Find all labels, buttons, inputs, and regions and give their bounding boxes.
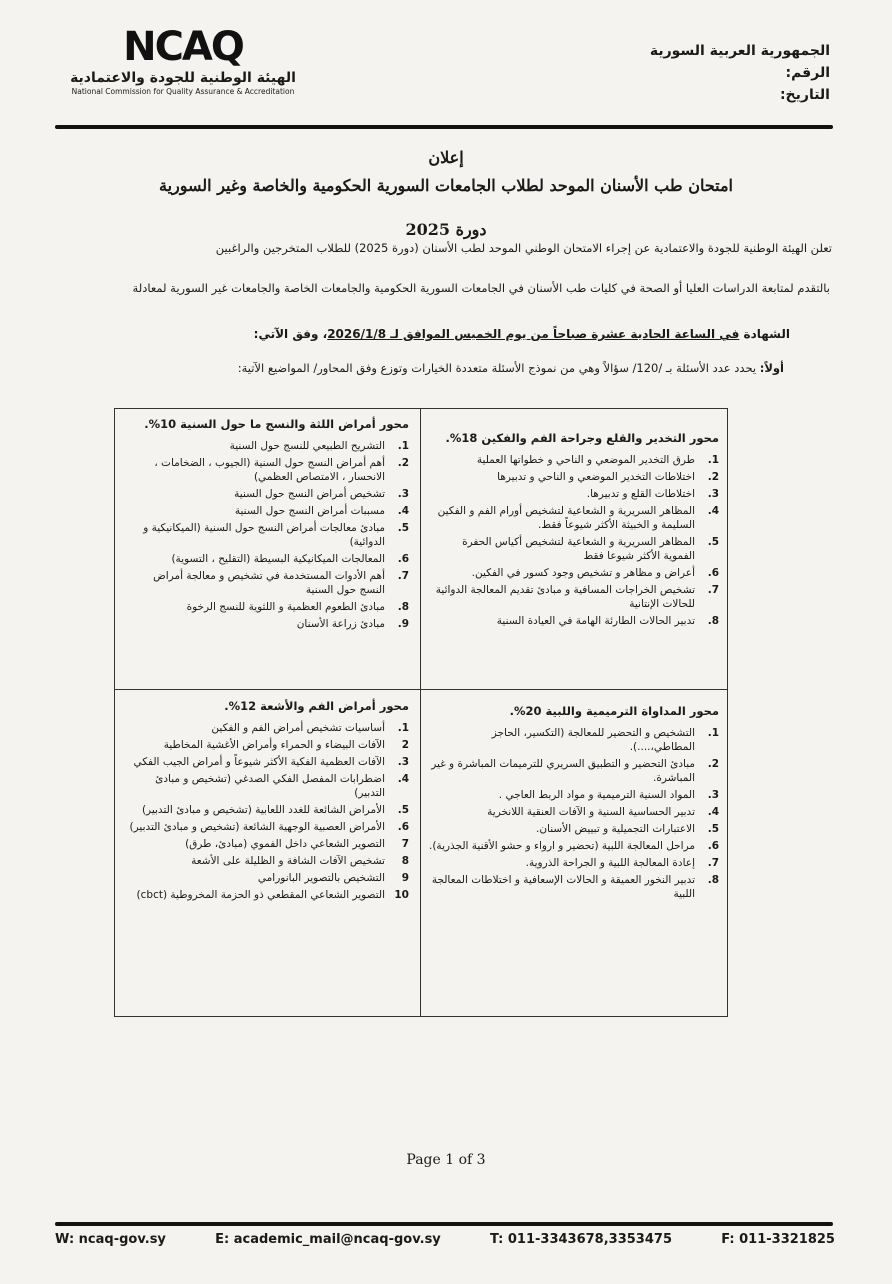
item-number: 6. [707, 567, 719, 579]
question-count-text: يحدد عدد الأسئلة بـ /120/ سؤالاً وهي من نموذج الأسئلة متعددة الخيارات وتوزع وفق المحاور/ المواضيع الآتية: [237, 361, 760, 375]
section-cell [429, 704, 719, 904]
list-item [127, 803, 409, 817]
number-label: الرقم: [785, 65, 830, 81]
exam-title: امتحان طب الأسنان الموحد لطلاب الجامعات السورية الحكومية والخاصة وغير السورية [159, 176, 733, 195]
date-label: التاريخ: [779, 87, 830, 103]
item-text: تشخيص أمراض النسج حول السنية [234, 488, 385, 500]
item-text: الأمراض الشائعة للغدد اللعابية (تشخيص و مبادئ التدبير) [141, 804, 385, 816]
footer-divider [55, 1222, 833, 1226]
item-number: 3. [397, 756, 409, 768]
item-number: 7. [397, 570, 409, 582]
list-item [127, 552, 409, 566]
section-items [127, 721, 409, 902]
item-text: الأمراض العصبية الوجهية الشائعة (تشخيص و مبادئ التدبير) [129, 821, 385, 833]
item-number: 3. [707, 488, 719, 500]
item-text: مبادئ الطعوم العظمية و اللثوية للنسج الرخوة [186, 601, 385, 613]
item-number: 7 [401, 838, 409, 850]
list-item [127, 456, 409, 484]
item-text: الآفات العظمية الفكية الأكثر شيوعاً و أمراض الجيب الفكي [133, 756, 385, 768]
list-item [127, 854, 409, 868]
footer-website: W: ncaq-gov.sy [55, 1232, 166, 1247]
list-item [127, 721, 409, 735]
item-text: اضطرابات المفصل الفكي الصدغي (تشخيص و مبادئ التدبير) [155, 773, 385, 799]
page-number: Page 1 of 3 [406, 1152, 486, 1168]
section-items [429, 726, 719, 901]
item-text: المعالجات الميكانيكية البسيطة (التقليح ، التسوية) [171, 553, 385, 565]
item-number: 7. [707, 857, 719, 869]
table-horizontal-divider [115, 689, 727, 690]
item-number: 6. [707, 840, 719, 852]
announcement-heading: إعلان [428, 148, 464, 167]
item-text: مراحل المعالجة اللبية (تحضير و ارواء و حشو الأقنية الجذرية). [429, 840, 695, 852]
item-text: المظاهر السريرية و الشعاعية لتشخيص أكياس الحفرة الفموية الأكثر شيوعا فقط [462, 536, 695, 562]
item-number: 1. [397, 722, 409, 734]
list-item [429, 453, 719, 467]
org-name-english: National Commission for Quality Assurance & Accreditation [71, 87, 295, 96]
list-item [127, 521, 409, 549]
section-cell [429, 431, 719, 631]
item-number: 5. [397, 522, 409, 534]
footer-email: E: academic_mail@ncaq-gov.sy [215, 1232, 441, 1247]
section-cell [127, 699, 409, 905]
list-item [127, 820, 409, 834]
list-item [127, 504, 409, 518]
list-item [429, 805, 719, 819]
item-text: التشريح الطبيعي للنسج حول السنية [229, 440, 385, 452]
item-number: 10 [394, 889, 409, 901]
item-text: التشخيص بالتصوير البانورامي [257, 872, 385, 884]
item-number: 5. [397, 804, 409, 816]
list-item [429, 583, 719, 611]
item-number: 2. [707, 758, 719, 770]
list-item [429, 470, 719, 484]
item-text: اختلاطات القلع و تدبيرها. [586, 488, 695, 500]
item-number: 6. [397, 553, 409, 565]
item-text: مسببات أمراض النسج حول السنية [234, 505, 385, 517]
section-cell [127, 417, 409, 634]
item-number: 8. [707, 874, 719, 886]
intro-line-3-post: ، وفق الآتي: [253, 327, 328, 341]
footer-contacts [55, 1232, 835, 1247]
list-item [429, 788, 719, 802]
item-number: 7. [707, 584, 719, 596]
item-number: 2 [401, 739, 409, 751]
item-text: تدبير الحساسية السنية و الآفات العنقية اللانخرية [487, 806, 695, 818]
item-text: الاعتبارات التجميلية و تبييض الأسنان. [536, 823, 695, 835]
item-text: التشخيص و التحضير للمعالجة (التكسير، الحاجز المطاطي،....). [491, 727, 695, 753]
item-text: المواد السنية الترميمية و مواد الربط العاجي . [498, 789, 695, 801]
item-text: أهم الأدوات المستخدمة في تشخيص و معالجة أمراض النسج حول السنية [153, 570, 385, 596]
item-text: تدبير الحالات الطارئة الهامة في العيادة السنية [496, 615, 695, 627]
list-item [429, 839, 719, 853]
item-number: 6. [397, 821, 409, 833]
item-number: 8. [707, 615, 719, 627]
item-text: التصوير الشعاعي داخل الفموي (مبادئ، طرق) [185, 838, 385, 850]
list-item [127, 888, 409, 902]
item-text: المظاهر السريرية و الشعاعية لتشخيص أورام الفم و الفكين السليمة و الخبيثة الأكثر شيوعاً فقط. [437, 505, 695, 531]
item-number: 5. [707, 823, 719, 835]
list-item [429, 822, 719, 836]
section-title: محور أمراض اللثة والنسج ما حول السنية 10%. [144, 417, 409, 431]
first-label: أولاً: [759, 361, 784, 375]
list-item [127, 772, 409, 800]
item-text: مبادئ التحضير و التطبيق السريري للترميمات المباشرة و غير المباشرة. [431, 758, 695, 784]
list-item [127, 569, 409, 597]
list-item [429, 757, 719, 785]
item-number: 1. [707, 727, 719, 739]
item-text: طرق التخدير الموضعي و الناحي و خطواتها العملية [476, 454, 695, 466]
question-count-line [84, 360, 784, 376]
item-text: تدبير النخور العميقة و الحالات الإسعافية و اختلاطات المعالجة اللبية [431, 874, 695, 900]
table-vertical-divider [420, 409, 421, 1016]
list-item [429, 614, 719, 628]
item-text: التصوير الشعاعي المقطعي ذو الحزمة المخروطية (cbct) [136, 889, 385, 901]
item-text: أهم أمراض النسج حول السنية (الجيوب ، الضخامات ، الانحسار ، الامتصاص العظمي) [154, 457, 385, 483]
item-text: أعراض و مظاهر و تشخيص وجود كسور في الفكين. [471, 567, 695, 579]
exam-sections-table [114, 408, 728, 1017]
item-number: 9 [401, 872, 409, 884]
item-text: إعادة المعالجة اللبية و الجراحة الذروية. [525, 857, 695, 869]
item-number: 3. [397, 488, 409, 500]
list-item [127, 487, 409, 501]
item-number: 8 [401, 855, 409, 867]
item-number: 1. [397, 440, 409, 452]
item-number: 4. [397, 773, 409, 785]
item-text: اختلاطات التخدير الموضعي و الناحي و تدبيرها [497, 471, 695, 483]
header-divider [55, 125, 833, 129]
list-item [127, 837, 409, 851]
list-item [127, 600, 409, 614]
item-number: 9. [397, 618, 409, 630]
item-number: 3. [707, 789, 719, 801]
section-title: محور أمراض الفم والأشعة 12%. [224, 699, 409, 713]
list-item [127, 738, 409, 752]
republic-name: الجمهورية العربية السورية [649, 43, 830, 59]
list-item [127, 871, 409, 885]
ncaq-logo [58, 25, 308, 97]
list-item [429, 487, 719, 501]
item-text: أساسيات تشخيص أمراض الفم و الفكين [211, 722, 385, 734]
section-title: محور التخدير والقلع وجراحة الفم والفكين 18%. [445, 431, 719, 445]
item-number: 1. [707, 454, 719, 466]
item-number: 2. [397, 457, 409, 469]
item-text: تشخيص الآفات الشافة و الظليلة على الأشعة [191, 855, 385, 867]
intro-line-3 [100, 326, 790, 342]
item-text: تشخيص الخراجات المسافية و مبادئ تقديم المعالجة الدوائية للحالات الإنتانية [435, 584, 695, 610]
list-item [429, 566, 719, 580]
item-text: مبادئ معالجات أمراض النسج حول السنية (الميكانيكية و الدوائية) [143, 522, 385, 548]
list-item [429, 726, 719, 754]
org-name-arabic: الهيئة الوطنية للجودة والاعتمادية [70, 70, 296, 86]
item-number: 4. [707, 505, 719, 517]
item-text: مبادئ زراعة الأسنان [296, 618, 385, 630]
section-items [429, 453, 719, 628]
item-number: 4. [397, 505, 409, 517]
list-item [429, 856, 719, 870]
intro-line-1: تعلن الهيئة الوطنية للجودة والاعتمادية عن إجراء الامتحان الوطني الموحد لطب الأسنان (دورة 2025) للطلاب المتخرجين والراغبين [215, 241, 832, 255]
intro-line-3-pre: الشهادة [739, 327, 790, 341]
header-republic-block [570, 40, 830, 106]
item-text: الآفات البيضاء و الحمراء وأمراض الأغشية المخاطية [163, 739, 385, 751]
session-title: دورة 2025 [405, 220, 487, 239]
item-number: 4. [707, 806, 719, 818]
section-items [127, 439, 409, 631]
exam-date-time: في الساعة الحادية عشرة صباحاً من يوم الخميس الموافق لـ 2026/1/8 [327, 327, 740, 341]
section-title: محور المداواة الترميمية واللبية 20%. [509, 704, 719, 718]
intro-line-2: بالتقدم لمتابعة الدراسات العليا أو الصحة في كليات طب الأسنان في الجامعات السورية الحكومية والجامعات الخاصة والجامعات غير السورية لمعادلة [132, 281, 830, 295]
list-item [127, 439, 409, 453]
logo-mark: NCAQ [123, 24, 243, 70]
list-item [127, 617, 409, 631]
list-item [429, 535, 719, 563]
footer-phone: T: 011-3343678,3353475 [490, 1232, 672, 1247]
list-item [429, 504, 719, 532]
footer-fax: F: 011-3321825 [721, 1232, 835, 1247]
list-item [429, 873, 719, 901]
item-number: 8. [397, 601, 409, 613]
item-number: 5. [707, 536, 719, 548]
item-number: 2. [707, 471, 719, 483]
list-item [127, 755, 409, 769]
